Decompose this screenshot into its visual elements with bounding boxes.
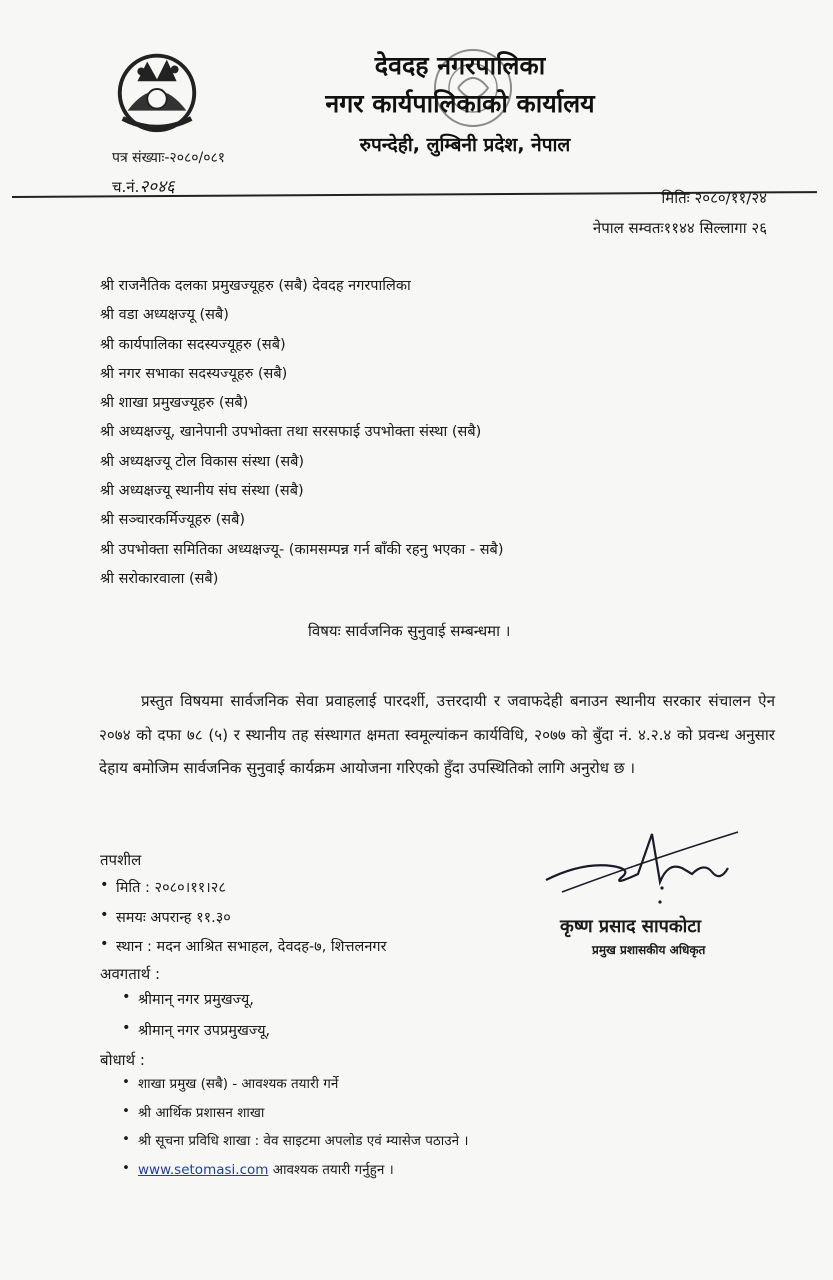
detail-item: • समयः अपरान्ह ११.३० [100, 907, 387, 937]
details-label: तपशील [100, 851, 142, 869]
dispatch-value: २०४६ [139, 177, 175, 197]
info-label: अवगतार्थ : [100, 965, 161, 983]
nepal-sambat-date: नेपाल सम्वतः११४४ सिल्लागा २६ [592, 219, 767, 237]
dispatch-number [112, 174, 175, 197]
recipient-item: श्री नगर सभाका सदस्यज्यूहरु (सबै) [100, 365, 288, 382]
website-link[interactable]: www.setomasi.com [138, 1161, 269, 1178]
recipient-item: श्री सरोकारवाला (सबै) [100, 570, 219, 587]
recipient-list [100, 276, 504, 598]
letter-date: मितिः २०८०/११/२४ [661, 189, 767, 207]
office-name: नगर कार्यपालिकाको कार्यालय [325, 89, 595, 118]
info-item: • श्रीमान् नगर उपप्रमुखज्यू, [122, 1020, 270, 1051]
dispatch-label: च.नं. [112, 178, 140, 196]
cc-label: बोधार्थ : [100, 1051, 145, 1069]
municipality-name: देवदह नगरपालिका [374, 51, 546, 80]
cc-list [122, 1074, 469, 1188]
recipient-item: श्री वडा अध्यक्षज्यू (सबै) [100, 307, 229, 324]
cc-item-text: आवश्यक तयारी गर्नुहुन । [268, 1161, 394, 1178]
recipient-item: श्री अध्यक्षज्यू स्थानीय संघ संस्था (सबै) [100, 483, 304, 500]
letter-subject: विषयः सार्वजनिक सुनुवाई सम्बन्धमा । [308, 622, 511, 640]
info-list [122, 989, 270, 1051]
cc-item: • शाखा प्रमुख (सबै) - आवश्यक तयारी गर्ने [122, 1074, 469, 1103]
recipient-item: श्री राजनैतिक दलका प्रमुखज्यूहरु (सबै) देवदह नगरपालिका [100, 278, 411, 294]
signatory-name: कृष्ण प्रसाद सापकोटा [560, 916, 702, 937]
office-address: रुपन्देही, लुम्बिनी प्रदेश, नेपाल [359, 134, 571, 156]
letter-number: पत्र संख्याः-२०८०/०८१ [112, 150, 226, 166]
recipient-item: श्री अध्यक्षज्यू टोल विकास संस्था (सबै) [100, 453, 305, 470]
nepal-emblem-icon [108, 42, 206, 140]
detail-item: • मिति : २०८०।११।२८ [100, 877, 387, 907]
handwritten-signature [542, 822, 742, 912]
detail-item: • स्थान : मदन आश्रित सभाहल, देवदह-७, शित्तलनगर [100, 936, 387, 966]
recipient-item: श्री कार्यपालिका सदस्यज्यूहरु (सबै) [100, 336, 286, 353]
recipient-item: श्री अध्यक्षज्यू, खानेपानी उपभोक्ता तथा सरसफाई उपभोक्ता संस्था (सबै) [100, 424, 482, 441]
signatory-title: प्रमुख प्रशासकीय अधिकृत [592, 943, 706, 957]
recipient-item: श्री उपभोक्ता समितिका अध्यक्षज्यू- (कामसम्पन्न गर्न बाँकी रहनु भएका - सबै) [100, 541, 504, 558]
letter-body: प्रस्तुत विषयमा सार्वजनिक सेवा प्रवाहलाई पारदर्शी, उत्तरदायी र जवाफदेही बनाउन स्थानीय सरकार संचालन ऐन २०७४ को दफा ७८ (५) र स्थानीय तह संस्थागत क्षमता स्वमूल्यांकन कार्यविधि, २०७७ को बुँदा नं. ४.२.४ को प्रवन्ध अनुसार देहाय बमोजिम सार्वजनिक सुनुवाई कार्यक्रम आयोजना गरिएको हुँदा उपस्थितिको लागि अनुरोध छ । [99, 692, 775, 777]
details-list [100, 877, 387, 966]
cc-item: • श्री आर्थिक प्रशासन शाखा [122, 1103, 469, 1132]
cc-item: • श्री सूचना प्रविधि शाखा : वेव साइटमा अपलोड एवं म्यासेज पठाउने । [122, 1131, 469, 1160]
recipient-item: श्री शाखा प्रमुखज्यूहरु (सबै) [100, 395, 249, 412]
recipient-item: श्री सञ्चारकर्मिज्यूहरु (सबै) [100, 512, 246, 529]
info-item: • श्रीमान् नगर प्रमुखज्यू, [122, 989, 270, 1020]
cc-item [122, 1160, 469, 1189]
